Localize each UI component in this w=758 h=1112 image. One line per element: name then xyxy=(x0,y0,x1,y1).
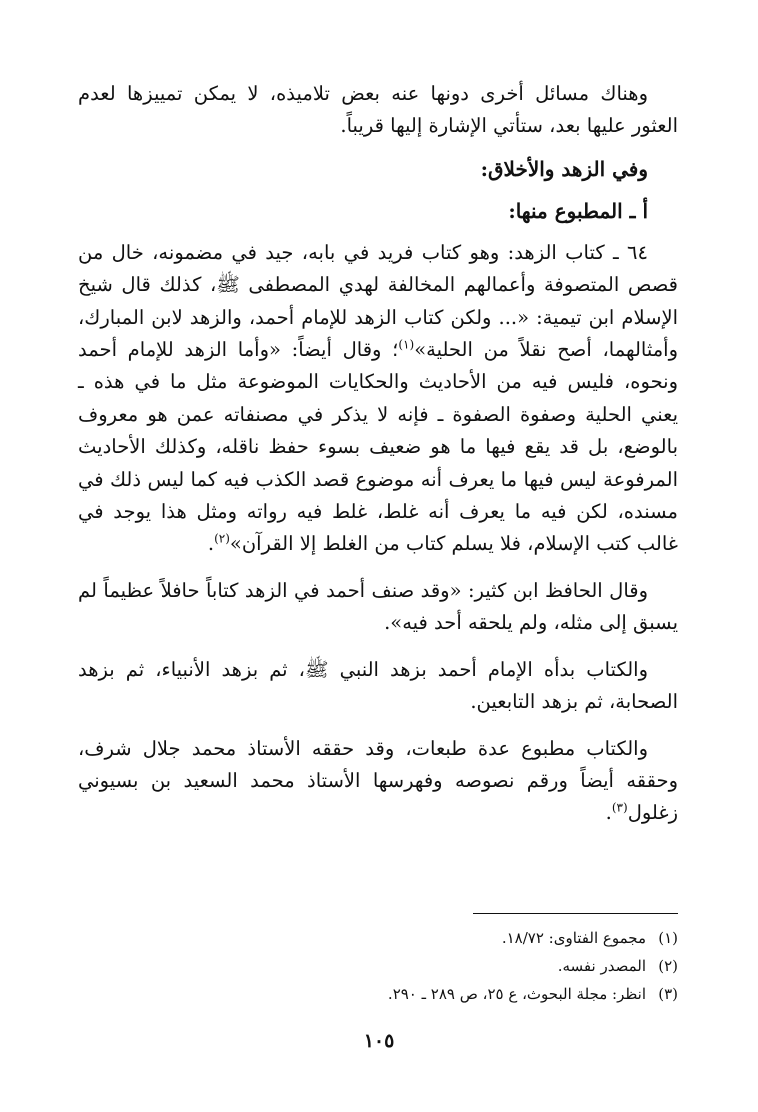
footnote-text: مجموع الفتاوى: ١٨/٧٢. xyxy=(501,929,646,947)
item-64-text-part1: ٦٤ ـ كتاب الزهد: وهو كتاب فريد في بابه، جيد في مضمونه، خال من قصص المتصوفة وأعمالهم المخالفة لهدي المصطفى ﷺ، كذلك قال شيخ الإسلام ابن تيمية: «... ولكن كتاب الزهد للإمام أحمد، والزهد لابن المبارك، وأمثالهما، أصح نقلاً من الحلية» xyxy=(78,240,679,362)
editions-text: والكتاب مطبوع عدة طبعات، وقد حققه الأستاذ محمد جلال شرف، وحققه أيضاً ورقم نصوصه وفهرسها الأستاذ محمد السعيد بن بسيوني زغلول xyxy=(78,736,678,825)
subsection-heading: أ ـ المطبوع منها: xyxy=(508,198,648,223)
footnotes xyxy=(78,924,678,1008)
footnote-divider xyxy=(473,913,678,914)
footnote-1 xyxy=(78,924,678,952)
footnote-ref-1[interactable]: (١) xyxy=(398,337,415,352)
editions-paragraph xyxy=(78,733,678,830)
section-heading: وفي الزهد والأخلاق: xyxy=(480,156,648,181)
footnote-number: (٢) xyxy=(658,957,678,975)
intro-paragraph: وهناك مسائل أخرى دونها عنه بعض تلاميذه، لا يمكن تمييزها لعدم العثور عليها بعد، ستأتي الإشارة إليها قريباً. xyxy=(78,82,678,138)
item-64-text-part3: . xyxy=(207,532,215,556)
footnote-ref-2[interactable]: (٢) xyxy=(214,531,230,546)
footnote-2 xyxy=(78,952,678,980)
page-number: ١٠٥ xyxy=(363,1030,395,1052)
page-body xyxy=(78,78,678,830)
ibn-kathir-paragraph: وقال الحافظ ابن كثير: «وقد صنف أحمد في الزهد كتاباً حافلاً عظيماً لم يسبق إلى مثله، ولم يلحقه أحد فيه». xyxy=(78,578,678,635)
footnote-number: (١) xyxy=(658,929,678,947)
item-64-paragraph xyxy=(78,237,678,561)
editions-end: . xyxy=(605,801,612,825)
footnote-number: (٣) xyxy=(658,985,678,1003)
footnote-ref-3[interactable]: (٣) xyxy=(611,800,628,815)
structure-paragraph: والكتاب بدأه الإمام أحمد بزهد النبي ﷺ، ثم بزهد الأنبياء، ثم بزهد الصحابة، ثم بزهد التابعين. xyxy=(78,657,678,714)
footnote-text: المصدر نفسه. xyxy=(557,957,646,975)
footnote-3 xyxy=(78,980,678,1008)
item-64-text-part2: ؛ وقال أيضاً: «وأما الزهد للإمام أحمد ونحوه، فليس فيه من الأحاديث والحكايات الموضوعة مثل ما في هذه ـ يعني الحلية وصفوة الصفوة ـ فإنه لا يذكر في مصنفاته عمن هو معروف بالوضع، بل قد يقع فيها ما هو ضعيف بسوء حفظ ناقله، وكذلك الأحاديث المرفوعة ليس فيها ما يعرف أنه موضوع قصد الكذب فيه كما ليس ذلك في مسنده، لكن فيه ما يعرف أنه غلط، غلط فيه رواته ومثل هذا يوجد في غالب كتب الإسلام، فلا يسلم كتاب من الغلط إلا القرآن» xyxy=(78,338,678,556)
footnote-text: انظر: مجلة البحوث، ع ٢٥، ص ٢٨٩ ـ ٢٩٠. xyxy=(387,985,646,1003)
